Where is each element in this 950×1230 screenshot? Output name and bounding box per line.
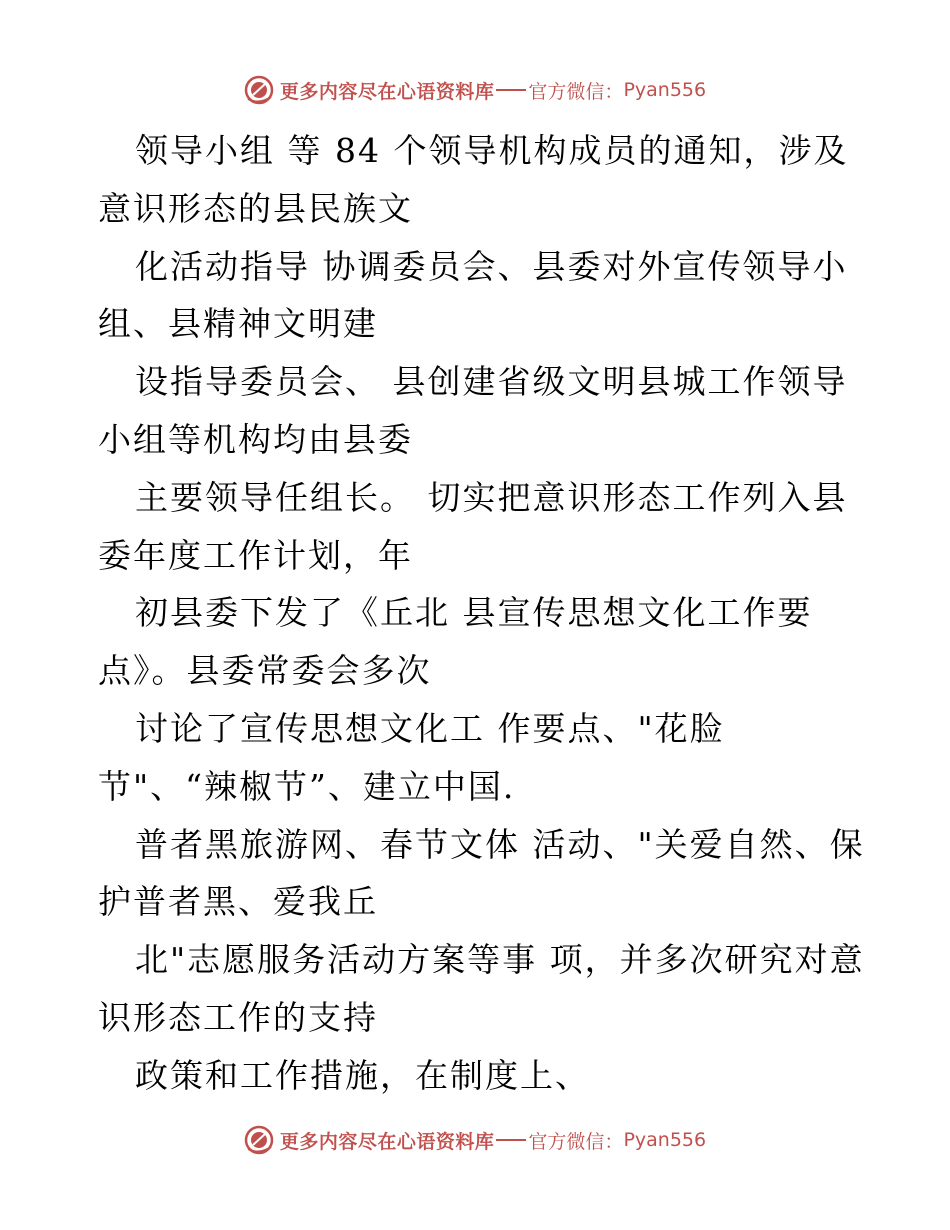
body-line: 点》。县委常委会多次	[98, 651, 432, 691]
body-line: 政策和工作措施，在制度上、	[135, 1055, 590, 1095]
body-line: 领导小组 等 84 个领导机构成员的通知，涉及	[135, 131, 849, 170]
body-line: 小组等机构均由县委	[98, 419, 413, 459]
body-line: 北"志愿服务活动方案等事 项，并多次研究对意	[135, 940, 865, 980]
body-line: 化活动指导 协调委员会、县委对外宣传领导小	[135, 246, 848, 286]
body-line: 主要领导任组长。 切实把意识形态工作列入县	[135, 477, 848, 517]
header-promo-text: 更多内容尽在心语资料库	[279, 80, 495, 103]
stamp-logo-icon	[244, 1125, 274, 1155]
body-line: 组、县精神文明建	[98, 304, 378, 344]
stamp-logo-icon	[244, 75, 274, 105]
document-body	[98, 122, 865, 1105]
body-line: 委年度工作计划，年	[98, 535, 413, 575]
footer-banner	[0, 1123, 950, 1157]
body-line: 节"、“辣椒节”、建立中国.	[98, 766, 516, 806]
body-line: 讨论了宣传思想文化工 作要点、"花脸	[135, 708, 725, 748]
footer-wechat-id: Pyan556	[623, 1129, 707, 1151]
footer-dash-separator	[496, 1139, 526, 1141]
header-wechat-label: 官方微信：	[528, 80, 624, 103]
header-wechat-id: Pyan556	[623, 79, 707, 101]
body-line: 普者黑旅游网、春节文体 活动、"关爱自然、保	[135, 824, 865, 864]
header-banner	[0, 73, 950, 107]
footer-wechat-label: 官方微信：	[528, 1130, 624, 1153]
body-line: 设指导委员会、 县创建省级文明县城工作领导	[135, 362, 848, 402]
footer-promo-text: 更多内容尽在心语资料库	[279, 1130, 495, 1153]
body-line: 识形态工作的支持	[98, 997, 378, 1037]
body-line: 意识形态的县民族文	[98, 188, 413, 228]
body-line: 护普者黑、爱我丘	[98, 882, 378, 922]
header-dash-separator	[496, 89, 526, 91]
body-line: 初县委下发了《丘北 县宣传思想文化工作要	[135, 593, 813, 633]
